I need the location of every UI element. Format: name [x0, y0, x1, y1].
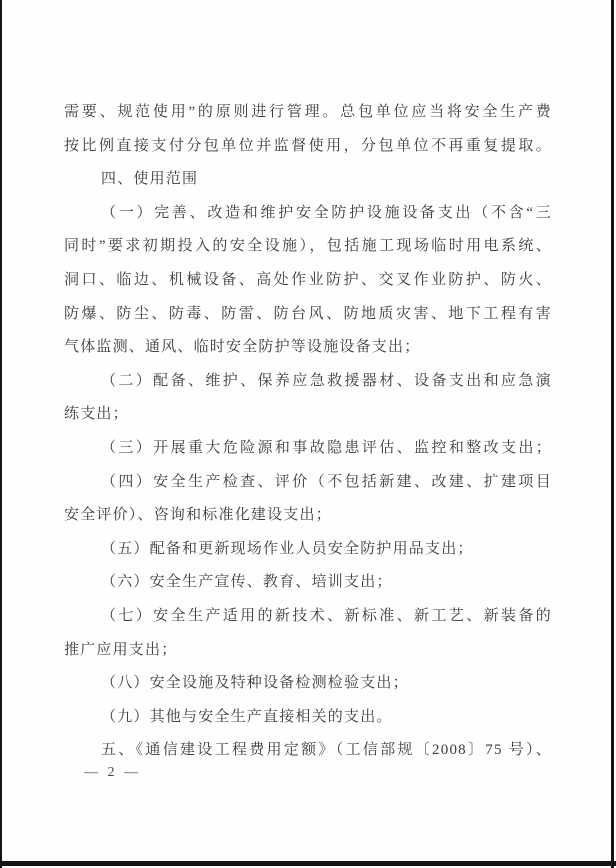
document-line: （六）安全生产宣传、教育、培训支出；	[101, 574, 393, 591]
document-line: 五、《通信建设工程费用定额》（工信部规〔2008〕75 号）、	[101, 742, 552, 759]
document-line: 练支出；	[64, 406, 129, 423]
scan-edge-bottom	[0, 861, 616, 866]
document-line: （二）配备、维护、保养应急救援器材、设备支出和应急演	[101, 372, 552, 389]
text-block	[64, 96, 552, 768]
page-number-footer: — 2 —	[84, 765, 141, 780]
document-line: （五）配备和更新现场作业人员安全防护用品支出；	[101, 540, 474, 557]
document-line: 气体监测、通风、临时安全防护等设施设备支出；	[64, 339, 421, 356]
document-line: 洞口、临边、机械设备、高处作业防护、交叉作业防护、防火、	[64, 271, 552, 288]
document-line: （八）安全设施及特种设备检测检验支出；	[101, 675, 409, 692]
document-line: （一）完善、改造和维护安全防护设施设备支出（不含“三	[101, 204, 552, 221]
scan-edge-right	[611, 0, 614, 868]
document-line: 四、使用范围	[101, 171, 199, 188]
document-line: 按比例直接支付分包单位并监督使用，分包单位不再重复提取。	[64, 137, 552, 154]
document-line: （三）开展重大危险源和事故隐患评估、监控和整改支出；	[101, 439, 552, 456]
document-line: 安全评价）、咨询和标准化建设支出；	[64, 507, 332, 524]
document-line: 防爆、防尘、防毒、防雷、防台风、防地质灾害、地下工程有害	[64, 305, 552, 322]
document-line: （四）安全生产检查、评价（不包括新建、改建、扩建项目	[101, 473, 552, 490]
document-line: （九）其他与安全生产直接相关的支出。	[101, 708, 393, 725]
document-line: 同时”要求初期投入的安全设施），包括施工现场临时用电系统、	[64, 238, 552, 255]
document-line: 推广应用支出；	[64, 641, 178, 658]
document-line: （七）安全生产适用的新技术、新标准、新工艺、新装备的	[101, 607, 552, 624]
document-line: 需要、规范使用”的原则进行管理。总包单位应当将安全生产费	[64, 104, 552, 120]
scan-edge-left	[0, 0, 2, 868]
